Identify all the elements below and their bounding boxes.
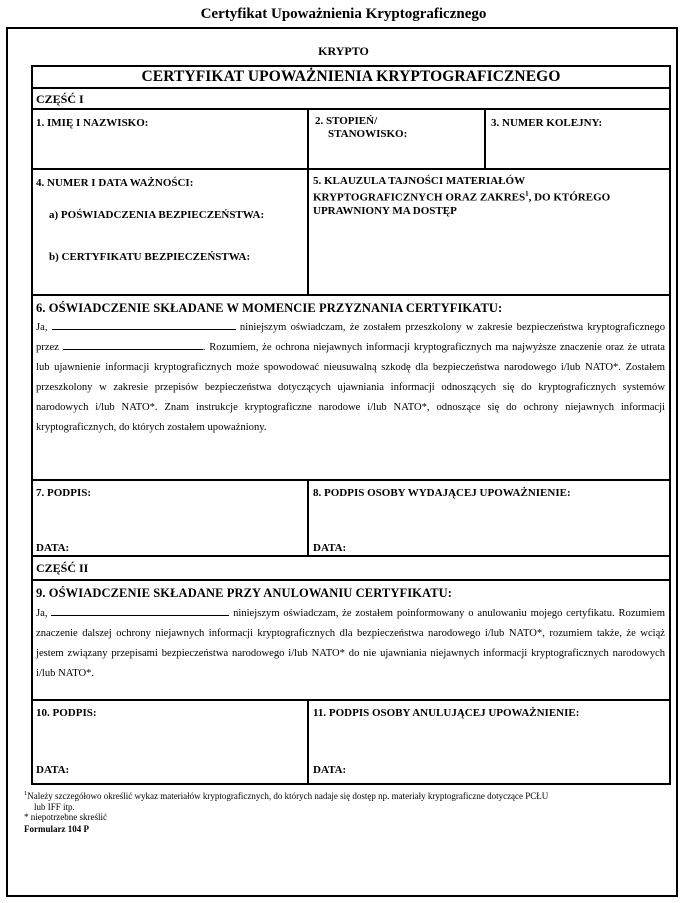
trainer-blank [63, 339, 203, 350]
part-1-heading: CZĘŚĆ I [36, 92, 84, 106]
field-8-label: 8. PODPIS OSOBY WYDAJĄCEJ UPOWAŻNIENIE: [313, 487, 571, 499]
form-title: CERTYFIKAT UPOWAŻNIENIA KRYPTOGRAFICZNEGO [141, 68, 561, 85]
divider [307, 108, 309, 169]
krypto-label: KRYPTO [318, 44, 369, 58]
divider [307, 168, 309, 294]
part-2-heading: CZĘŚĆ II [36, 561, 89, 575]
field-10-date-label: DATA: [36, 764, 70, 776]
footnote-1: $^1$Należy szczegółowo określić wykaz materiałów kryptograficznych, do których nadaje się dostęp np. materiały kryptograficzne dotyczące PCŁU lub IFF itp. [24, 790, 549, 812]
name-blank [51, 605, 229, 616]
field-1-label: 1. IMIĘ I NAZWISKO: [36, 117, 149, 129]
section-6-heading: 6. OŚWIADCZENIE SKŁADANE W MOMENCIE PRZYZNANIA CERTYFIKATU: [36, 301, 503, 315]
divider [484, 108, 486, 169]
form-number: Formularz 104 P [24, 824, 89, 834]
field-3-label: 3. NUMER KOLEJNY: [491, 117, 603, 129]
page-title: Certyfikat Upoważnienia Kryptograficznego [200, 6, 487, 22]
divider [33, 168, 669, 170]
field-8-date-label: DATA: [313, 542, 347, 554]
divider [33, 555, 669, 557]
section-9-heading: 9. OŚWIADCZENIE SKŁADANE PRZY ANULOWANIU CERTYFIKATU: [36, 586, 453, 600]
divider [33, 479, 669, 481]
field-11-label: 11. PODPIS OSOBY ANULUJĄCEJ UPOWAŻNIENIE: [313, 707, 580, 719]
field-4a-label: a) POŚWIADCZENIA BEZPIECZEŃSTWA: [49, 209, 265, 221]
field-5-label: 5. KLAUZULA TAJNOŚCI MATERIAŁÓW KRYPTOGRAFICZNYCH ORAZ ZAKRES$^1$, DO KTÓREGO UPRAWNIONY MA DOSTĘP [313, 175, 611, 217]
divider [33, 108, 669, 110]
divider [33, 87, 669, 89]
footnote-2: * niepotrzebne skreślić [24, 812, 107, 822]
section-6-statement: Ja, niniejszym oświadczam, że zostałem przeszkolony w zakresie bezpieczeństwa kryptograficznego przez . Rozumiem, że ochrona niejawnych informacji kryptograficznych ma najwyższe znaczenie oraz że utrata lub ujawnienie informacji kryptograficznych może spowodować nieusuwalną szkodę dla bezpieczeństwa narodowego i/lub NATO*. Zostałem przeszkolony w zakresie przepisów bezpieczeństwa dotyczących ujawniania informacji odnoszących się do kryptograficznych systemów narodowych i/lub NATO*. Znam instrukcje kryptograficzne narodowe i/lub NATO*, odnoszące się do ochrony niejawnych informacji kryptograficznych, do których zostałem upoważniony. [36, 318, 665, 438]
divider [33, 294, 669, 296]
section-9-statement: Ja, niniejszym oświadczam, że zostałem poinformowany o anulowaniu mojego certyfikatu. Rozumiem znaczenie dalszej ochrony niejawnych informacji kryptograficznych dla bezpieczeństwa narodowego i/lub NATO*, rozumiem także, że wciąż jestem związany przepisami bezpieczeństwa narodowego i/lub NATO* do nie ujawniania niejawnych informacji kryptograficznych narodowych i/lub NATO*. [36, 604, 665, 684]
certificate-form [31, 65, 671, 785]
field-11-date-label: DATA: [313, 764, 347, 776]
divider [307, 479, 309, 556]
divider [307, 699, 309, 785]
field-2-label: 2. STOPIEŃ/ STANOWISKO: [315, 115, 408, 140]
field-7-label: 7. PODPIS: [36, 487, 91, 499]
field-4-label: 4. NUMER I DATA WAŻNOŚCI: [36, 177, 194, 189]
divider [33, 699, 669, 701]
field-10-label: 10. PODPIS: [36, 707, 97, 719]
field-7-date-label: DATA: [36, 542, 70, 554]
name-blank [52, 319, 236, 330]
field-4b-label: b) CERTYFIKATU BEZPIECZEŃSTWA: [49, 251, 251, 263]
divider [33, 579, 669, 581]
